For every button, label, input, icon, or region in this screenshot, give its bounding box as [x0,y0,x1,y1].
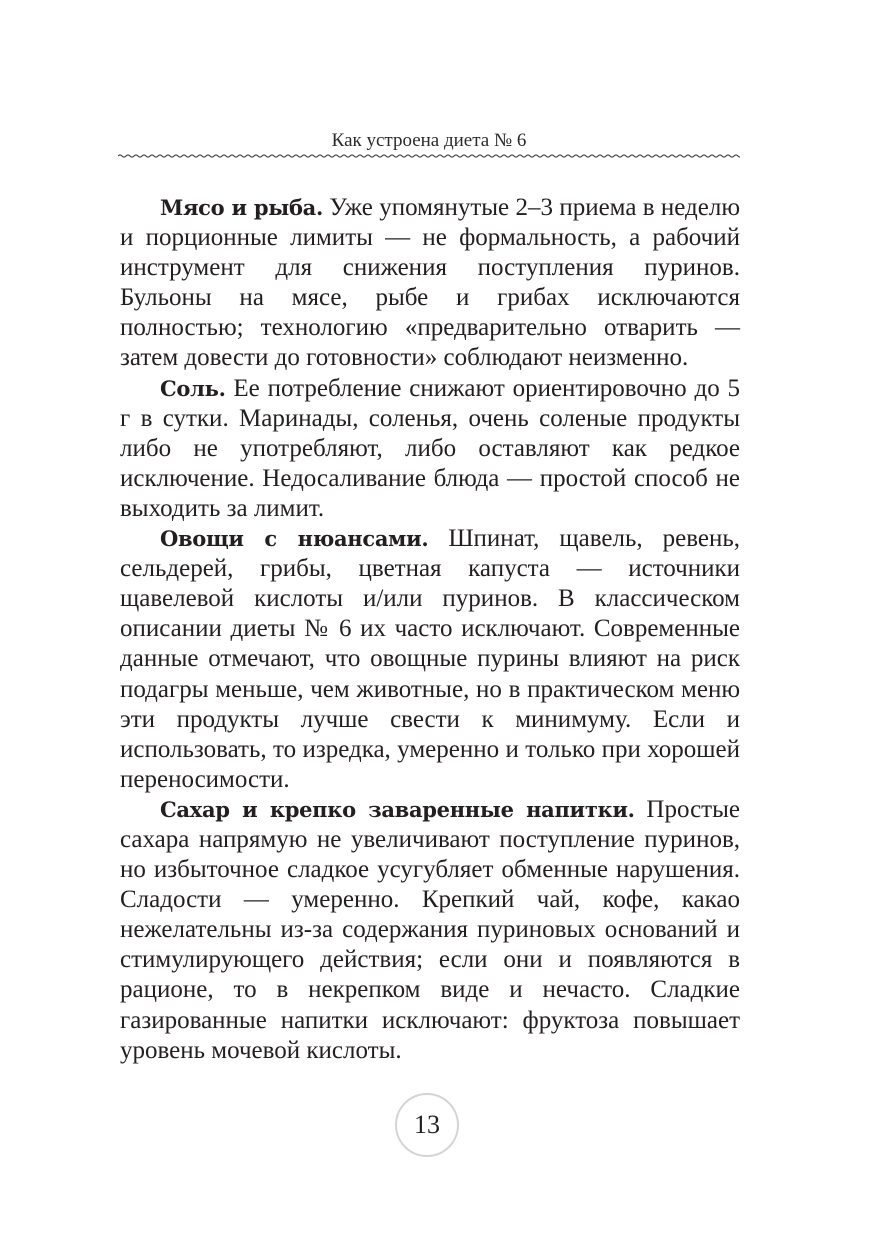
page-body [120,193,740,1066]
paragraph-text: Простые сахара напрямую не увеличивают поступление пуринов, но избыточное сладкое усугубляет обменные нарушения. Сладости — умеренно. Крепкий чай, кофе, какао нежелательны из-за содержания пуриновых оснований и стимулирующего действия; если они и появляются в рационе, то в некрепком виде и нечасто. Сладкие газированные напитки исключают: фруктоза повышает уровень мочевой кислоты. [120,795,740,1064]
wavy-divider [118,151,740,161]
paragraph-text: Уже упомянутые 2–3 приема в неделю и порционные лимиты — не формальность, а рабочий инструмент для снижения поступления пуринов. Бульоны на мясе, рыбе и грибах исключаются полностью; технологию «предварительно отварить — затем довести до готовности» соблюдают неизменно. [120,194,741,372]
paragraph-salt [120,374,740,524]
paragraph-lead: Овощи с нюансами. [160,526,429,552]
running-title: Как устроена диета № 6 [331,130,527,151]
paragraph-lead: Соль. [160,375,226,401]
paragraph-text: Шпинат, щавель, ревень, сельдерей, грибы, цветная капуста — источники щавелевой кислоты и/или пуринов. В классическом описании диеты № 6 их часто исключают. Современные данные отмечают, что овощные пурины влияют на риск подагры меньше, чем животные, но в практическом меню эти продукты лучше свести к минимуму. Если и использовать, то изредка, умеренно и только при хорошей переносимости. [120,525,740,793]
paragraph-text: Ее потребление снижают ориентировочно до 5 г в сутки. Маринады, соленья, очень соленые продукты либо не употребляют, либо оставляют как редкое исключение. Недосаливание блюда — простой способ не выходить за лимит. [120,374,740,522]
paragraph-sugar-drinks [120,795,740,1066]
paragraph-vegetables [120,524,740,795]
paragraph-lead: Сахар и крепко заваренные напитки. [160,796,635,822]
paragraph-lead: Мясо и рыба. [160,195,323,220]
paragraph-meat-fish [120,193,740,374]
page-number: 13 [395,1093,459,1157]
